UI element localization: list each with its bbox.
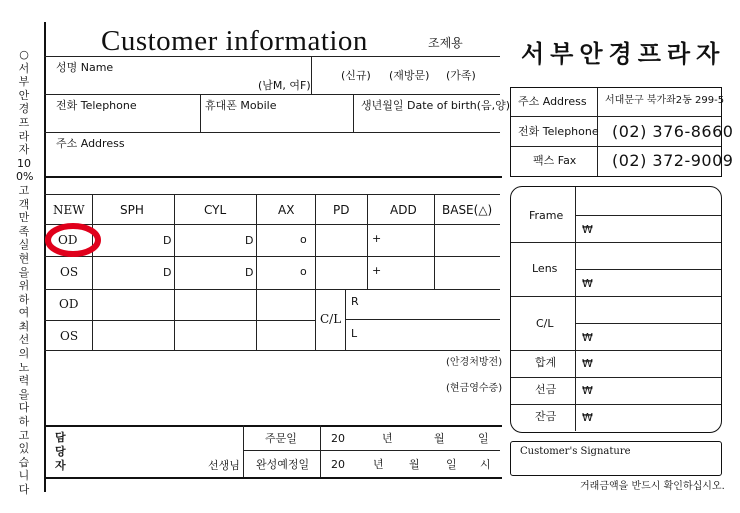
- rule: [575, 187, 576, 431]
- price-lens-label: Lens: [532, 262, 558, 275]
- od-highlight-ellipse: [48, 226, 98, 254]
- od-ax-degree: o: [300, 233, 307, 246]
- rule: [320, 425, 321, 477]
- price-frame-label: Frame: [529, 209, 564, 222]
- due-year: 년: [373, 458, 384, 471]
- od-cyl-d: D: [245, 234, 254, 247]
- price-total-label: 합계: [535, 356, 557, 369]
- shop-name: 서부안경프라자: [521, 40, 726, 68]
- telephone-label: 전화 Telephone: [56, 99, 137, 112]
- price-balance-label: 잔금: [535, 410, 557, 423]
- rx-header-cyl: CYL: [204, 203, 227, 217]
- form-title: Customer information: [101, 25, 368, 57]
- rule: [511, 296, 721, 297]
- rx-os-label: OS: [60, 265, 79, 279]
- order-day: 일: [478, 432, 489, 445]
- rule: [575, 323, 721, 324]
- rx-header-sph: SPH: [120, 203, 144, 217]
- rule: [44, 320, 315, 321]
- balance-won: ₩: [582, 411, 593, 424]
- teacher-label: 선생님: [208, 459, 240, 472]
- rx-header-ax: AX: [278, 203, 295, 217]
- mobile-label: 휴대폰 Mobile: [205, 99, 277, 112]
- rule: [575, 269, 721, 270]
- due-date-prefix: 20: [331, 458, 345, 471]
- rule: [44, 194, 500, 195]
- due-month: 월: [409, 458, 420, 471]
- due-hour: 시: [480, 458, 491, 471]
- os-ax-degree: o: [300, 265, 307, 278]
- rule: [174, 194, 175, 350]
- rule: [511, 116, 721, 117]
- os-sph-d: D: [163, 266, 172, 279]
- order-date-prefix: 20: [331, 432, 345, 445]
- rule: [345, 289, 346, 350]
- shop-address-label: 주소 Address: [518, 95, 587, 108]
- total-won: ₩: [582, 357, 593, 370]
- address-label: 주소 Address: [56, 137, 125, 150]
- rule: [353, 94, 354, 132]
- rule: [243, 425, 244, 477]
- signature-label: Customer's Signature: [520, 446, 631, 457]
- rule: [511, 404, 721, 405]
- price-cl-label: C/L: [536, 317, 554, 330]
- shop-address: 서대문구 북가좌2동 299-5: [605, 95, 725, 106]
- rule: [44, 176, 502, 178]
- footer-note: 거래금액을 반드시 확인하십시오.: [580, 481, 725, 492]
- rx-header-base: BASE(△): [442, 203, 493, 217]
- cl-right-label: R: [351, 295, 359, 308]
- rx-header-add: ADD: [390, 203, 417, 217]
- visit-new-option[interactable]: (신규): [341, 69, 371, 82]
- rule: [44, 425, 502, 427]
- order-month: 월: [434, 432, 445, 445]
- visit-family-option[interactable]: (가족): [446, 69, 476, 82]
- rx-header-new: NEW: [53, 203, 85, 217]
- gender-label: (남M, 여F): [258, 79, 311, 92]
- rule: [511, 146, 721, 147]
- rule: [200, 94, 201, 132]
- shop-tel-label: 전화 Telephone: [518, 125, 599, 138]
- frame-won: ₩: [582, 223, 593, 236]
- shop-fax-label: 팩스 Fax: [533, 154, 577, 167]
- rule: [345, 319, 500, 320]
- rule: [44, 289, 500, 290]
- rule: [44, 132, 500, 133]
- birth-label: 생년월일 Date of birth(음,양): [361, 99, 511, 112]
- rx-od-label: OD: [58, 233, 78, 247]
- rule: [92, 194, 93, 350]
- cl-os-label: OS: [60, 329, 79, 343]
- order-date-label: 주문일: [265, 432, 297, 445]
- rule: [44, 350, 500, 351]
- rule: [44, 477, 502, 479]
- cl-left-label: L: [351, 327, 358, 340]
- due-date-label: 완성예정일: [256, 458, 310, 471]
- cl-od-label: OD: [59, 297, 79, 311]
- rule: [511, 242, 721, 243]
- os-add-plus: +: [372, 264, 382, 277]
- od-add-plus: +: [372, 232, 382, 245]
- side-vertical-slogan: ○서부안경프라자 100% 고객만족 실현을 위하여 최선의 노력을 다하고 있습니다: [16, 48, 34, 496]
- rule: [44, 224, 500, 225]
- cl-label: C/L: [320, 312, 342, 326]
- title-tag: 조제용: [428, 36, 463, 50]
- rule: [511, 377, 721, 378]
- rx-header-pd: PD: [333, 203, 350, 217]
- os-cyl-d: D: [245, 266, 254, 279]
- od-highlight-circle: [44, 222, 102, 258]
- od-sph-d: D: [163, 234, 172, 247]
- rule: [315, 194, 316, 350]
- visit-return-option[interactable]: (재방문): [389, 69, 430, 82]
- name-label: 성명 Name: [56, 61, 114, 74]
- shop-tel: (02) 376-8660: [612, 122, 734, 141]
- rule: [311, 56, 312, 94]
- order-year: 년: [382, 432, 393, 445]
- due-day: 일: [446, 458, 457, 471]
- shop-fax: (02) 372-9009: [612, 151, 734, 170]
- rule: [44, 94, 500, 95]
- rule: [44, 256, 500, 257]
- rule: [575, 215, 721, 216]
- lens-won: ₩: [582, 277, 593, 290]
- rule: [511, 350, 721, 351]
- rule: [243, 450, 500, 451]
- cash-receipt-note: (현금영수증): [446, 383, 503, 394]
- staff-label-2: 당: [55, 445, 66, 458]
- rule: [44, 56, 500, 57]
- rx-issued-note: (안경처방전): [446, 357, 503, 368]
- price-deposit-label: 선금: [535, 383, 557, 396]
- staff-label-1: 담: [55, 431, 66, 444]
- rule: [434, 194, 435, 289]
- deposit-won: ₩: [582, 384, 593, 397]
- cl-won: ₩: [582, 331, 593, 344]
- rule: [256, 194, 257, 350]
- rule: [367, 194, 368, 289]
- staff-label-3: 자: [55, 459, 66, 472]
